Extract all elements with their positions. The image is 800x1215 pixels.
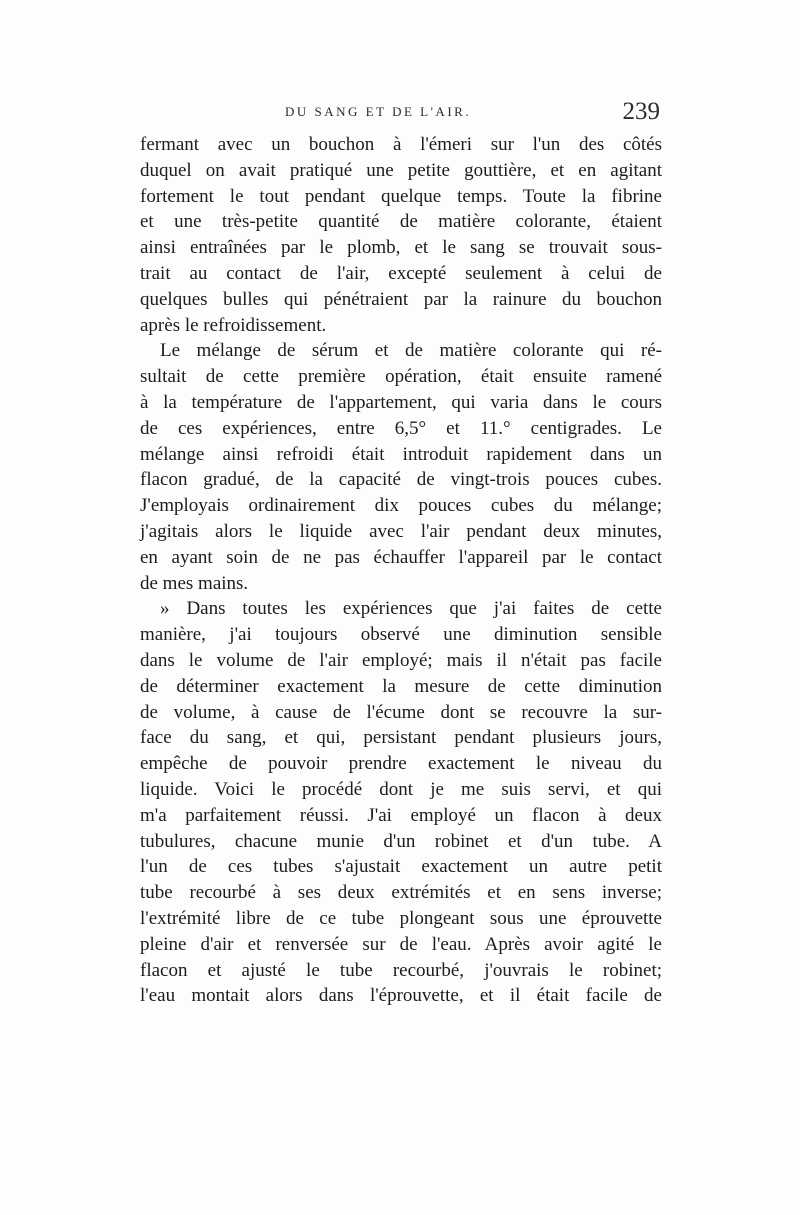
text-line: empêche de pouvoir prendre exactement le niveau du xyxy=(140,753,662,775)
text-line: l'eau montait alors dans l'éprouvette, et il était facile de xyxy=(140,985,662,1007)
text-line: Le mélange de sérum et de matière colorante qui ré- xyxy=(160,340,662,362)
text-line: de déterminer exactement la mesure de cette diminution xyxy=(140,675,662,697)
page-number: 239 xyxy=(622,98,660,125)
text-line: et une très-petite quantité de matière colorante, étaient xyxy=(140,211,662,233)
text-line: j'agitais alors le liquide avec l'air pendant deux minutes, xyxy=(140,520,662,542)
body-text xyxy=(140,132,662,1009)
text-line: ainsi entraînées par le plomb, et le sang se trouvait sous- xyxy=(140,237,662,259)
text-line: pleine d'air et renversée sur de l'eau. Après avoir agité le xyxy=(140,933,662,955)
text-line: manière, j'ai toujours observé une diminution sensible xyxy=(140,624,662,646)
text-line: face du sang, et qui, persistant pendant plusieurs jours, xyxy=(140,727,662,749)
text-line: » Dans toutes les expériences que j'ai faites de cette xyxy=(160,598,662,620)
running-head: DU SANG ET DE L'AIR. xyxy=(285,104,472,119)
text-line: fermant avec un bouchon à l'émeri sur l'un des côtés xyxy=(140,134,662,155)
text-line: liquide. Voici le procédé dont je me suis servi, et qui xyxy=(140,778,662,800)
text-line: après le refroidissement. xyxy=(140,314,327,336)
text-line: duquel on avait pratiqué une petite gouttière, et en agitant xyxy=(140,159,662,181)
text-line: en ayant soin de ne pas échauffer l'appareil par le contact xyxy=(140,546,662,568)
text-line: mélange ainsi refroidi était introduit rapidement dans un xyxy=(140,443,662,465)
text-line: de ces expériences, entre 6,5° et 11.° centigrades. Le xyxy=(140,417,662,439)
text-line: de mes mains. xyxy=(140,572,249,594)
text-line: dans le volume de l'air employé; mais il n'était pas facile xyxy=(140,649,662,671)
text-line: l'extrémité libre de ce tube plongeant sous une éprouvette xyxy=(140,907,662,929)
text-line: de volume, à cause de l'écume dont se recouvre la sur- xyxy=(140,701,662,723)
text-line: tubulures, chacune munie d'un robinet et d'un tube. A xyxy=(140,830,662,852)
text-line: flacon gradué, de la capacité de vingt-trois pouces cubes. xyxy=(140,469,662,491)
text-line: J'employais ordinairement dix pouces cubes du mélange; xyxy=(140,495,662,517)
text-line: trait au contact de l'air, excepté seulement à celui de xyxy=(140,262,662,284)
text-line: à la température de l'appartement, qui varia dans le cours xyxy=(140,391,662,413)
text-line: tube recourbé à ses deux extrémités et en sens inverse; xyxy=(140,882,662,904)
text-line: l'un de ces tubes s'ajustait exactement un autre petit xyxy=(140,856,662,878)
text-line: fortement le tout pendant quelque temps. Toute la fibrine xyxy=(140,185,662,207)
text-line: m'a parfaitement réussi. J'ai employé un flacon à deux xyxy=(140,804,662,826)
text-line: quelques bulles qui pénétraient par la rainure du bouchon xyxy=(140,288,662,310)
text-line: sultait de cette première opération, était ensuite ramené xyxy=(140,366,662,388)
page-header xyxy=(140,100,660,130)
text-line: flacon et ajusté le tube recourbé, j'ouvrais le robinet; xyxy=(140,959,662,981)
